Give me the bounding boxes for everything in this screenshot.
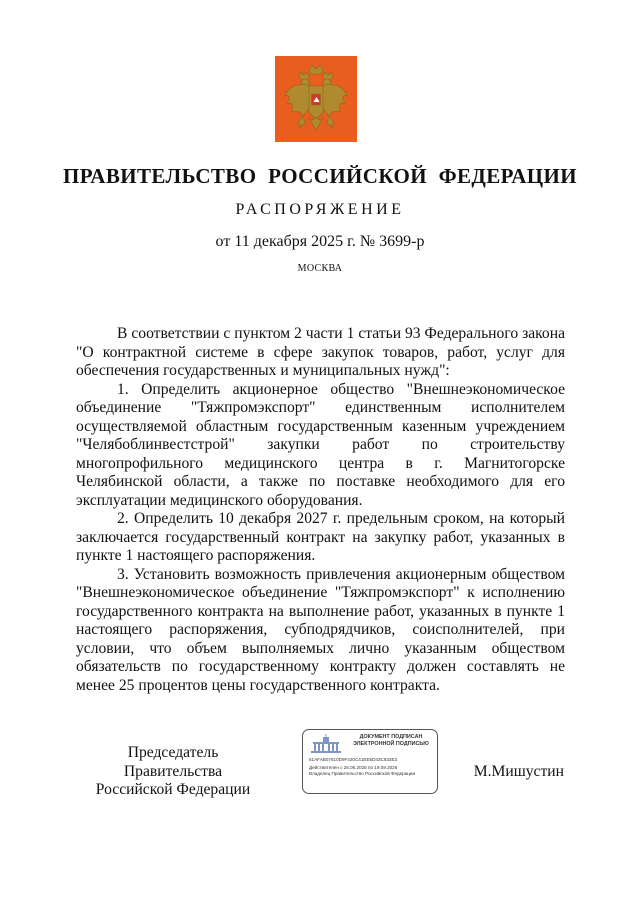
validity-period: Действителен с 26.06.2025 по 19.09.2026: [309, 765, 398, 770]
preamble-paragraph: В соответствии с пунктом 2 части 1 статьи 93 Федерального закона "О контрактной системе в сфере закупок товаров, работ, услуг для обеспечения государственных и муниципальных нужд":: [76, 325, 565, 379]
certificate-number: 51AFAB07610D9F420C41EE5D43C933E3: [309, 757, 398, 762]
signer-title: [78, 744, 268, 800]
signer-title-line: Российской Федерации: [95, 781, 251, 798]
government-title: ПРАВИТЕЛЬСТВО РОССИЙСКОЙ ФЕДЕРАЦИИ: [63, 164, 577, 188]
document-body: [76, 325, 565, 695]
stamp-details: [309, 765, 433, 777]
item-paragraph: 1. Определить акционерное общество "Внешнеэкономическое объединение "Тяжпромэкспорт" единственным исполнителем осуществляемой областным государственным казенным учреждением "Челябоблинвестстрой" закупки работ по строительству многопрофильного медицинского центра в г. Магнитогорске Челябинской области, а также по поставке необходимого для его эксплуатации медицинского оборудования.: [76, 380, 565, 509]
stamp-heading: [345, 734, 437, 748]
coat-of-arms-icon: [275, 56, 357, 142]
item-paragraph: 3. Установить возможность привлечения акционерным обществом "Внешнеэкономическое объединение "Тяжпромэкспорт" к исполнению государственного контракта на выполнение работ, указанных в пункте 1 настоящего распоряжения, субподрядчиков, соисполнителей, при условии, что объем выполняемых лично указанным обществом обязательств по государственному контракту должен составлять не менее 25 процентов цены государственного контракта.: [76, 565, 565, 694]
document-date-number: от 11 декабря 2025 г. № 3699-р: [215, 233, 425, 250]
electronic-signature-stamp: [302, 729, 438, 794]
signer-name: М.Мишустин: [473, 763, 564, 780]
stamp-heading-line: ДОКУМЕНТ ПОДПИСАН: [359, 734, 423, 740]
city: МОСКВА: [297, 263, 343, 274]
stamp-heading-line: ЭЛЕКТРОННОЙ ПОДПИСЬЮ: [353, 741, 429, 747]
signer-title-line: Председатель Правительства: [123, 744, 223, 780]
document-type: РАСПОРЯЖЕНИЕ: [235, 201, 405, 218]
certificate-owner: Владелец Правительство Российской Федерации: [309, 771, 416, 776]
government-building-icon: [309, 734, 343, 754]
item-paragraph: 2. Определить 10 декабря 2027 г. предельным сроком, на который заключается государственный контракт на закупку работ, указанных в пункте 1 настоящего распоряжения.: [76, 510, 565, 564]
